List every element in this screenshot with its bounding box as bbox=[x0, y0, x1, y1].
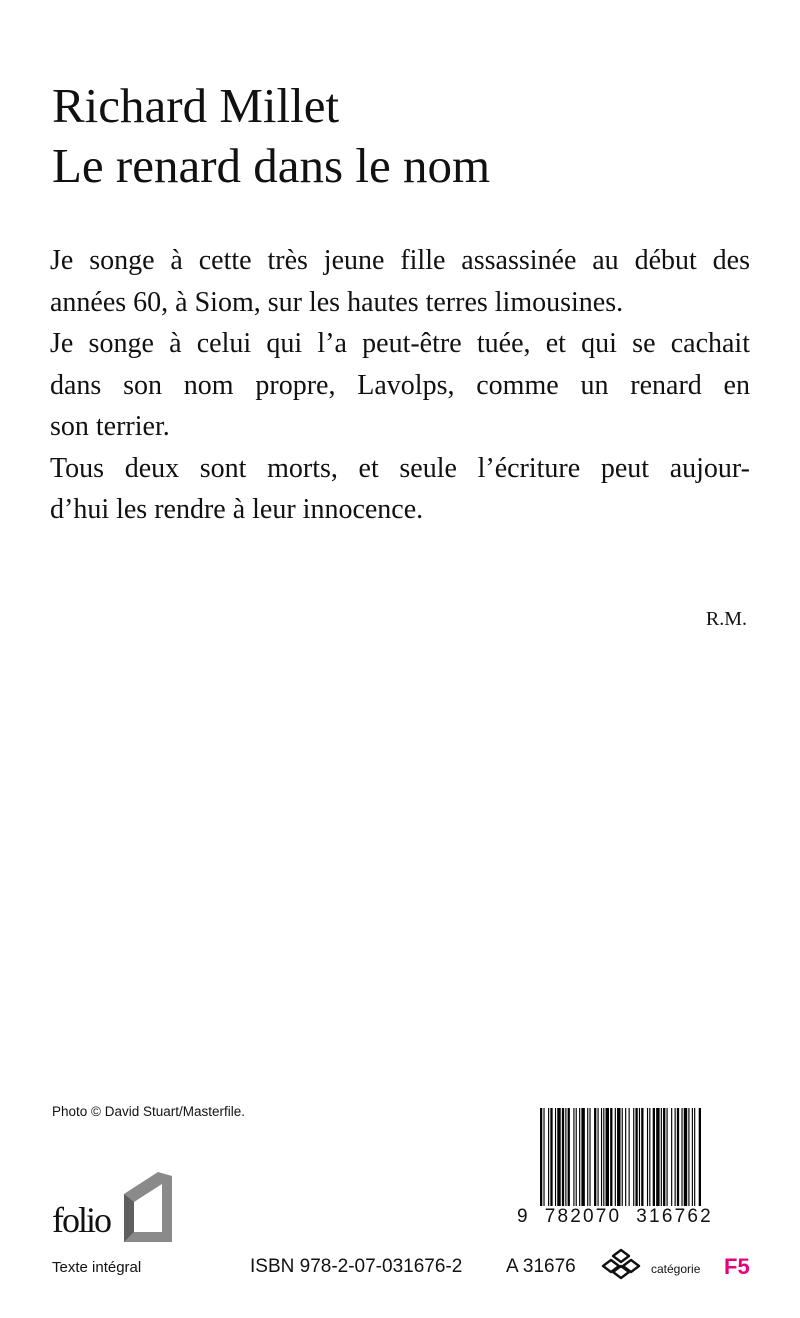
barcode-bar bbox=[550, 1108, 552, 1206]
barcode-bar bbox=[699, 1108, 701, 1206]
blurb-line: Tous deux sont morts, et seule l’écriture peut aujour- bbox=[50, 452, 750, 484]
barcode-bar bbox=[615, 1108, 616, 1206]
barcode-bar bbox=[635, 1108, 637, 1206]
barcode-bar bbox=[688, 1108, 689, 1206]
barcode-bar bbox=[555, 1108, 556, 1206]
barcode-icon bbox=[540, 1108, 752, 1206]
barcode-bar bbox=[565, 1108, 566, 1206]
photo-credit: Photo © David Stuart/Masterfile. bbox=[52, 1104, 246, 1119]
blurb-line: années 60, à Siom, sur les hautes terres limousines. bbox=[50, 286, 624, 318]
book-title: Le renard dans le nom bbox=[52, 138, 491, 193]
barcode-bar bbox=[557, 1108, 560, 1206]
barcode-bar bbox=[667, 1108, 668, 1206]
folio-mark-icon bbox=[120, 1172, 172, 1242]
barcode-bar bbox=[692, 1108, 693, 1206]
blurb-line: d’hui les rendre à leur innocence. bbox=[50, 494, 424, 525]
barcode-bar bbox=[622, 1108, 623, 1206]
blurb-line: son terrier. bbox=[50, 411, 170, 442]
barcode-bar bbox=[606, 1108, 609, 1206]
barcode-bar bbox=[543, 1108, 544, 1206]
folio-logo-icon bbox=[52, 1172, 177, 1242]
gallimard-emblem-icon bbox=[600, 1247, 642, 1281]
barcode-bar bbox=[633, 1108, 634, 1206]
barcode-bar bbox=[589, 1108, 590, 1206]
barcode-bar bbox=[649, 1108, 650, 1206]
texte-integral-label: Texte intégral bbox=[52, 1259, 142, 1276]
barcode-bar bbox=[603, 1108, 604, 1206]
barcode-bar bbox=[573, 1108, 574, 1206]
category-value: F5 bbox=[724, 1254, 750, 1279]
barcode-bar bbox=[694, 1108, 695, 1206]
barcode-bar bbox=[540, 1108, 542, 1206]
barcode-bar bbox=[641, 1108, 643, 1206]
barcode-bar bbox=[677, 1108, 679, 1206]
barcode-bar bbox=[653, 1108, 655, 1206]
barcode-bar bbox=[576, 1108, 577, 1206]
barcode-bar bbox=[587, 1108, 588, 1206]
barcode-bar bbox=[625, 1108, 626, 1206]
barcode-bar bbox=[681, 1108, 682, 1206]
barcode-digits: 9 782070 316762 bbox=[517, 1206, 713, 1227]
blurb-line: Je songe à cette très jeune fille assassinée au début des bbox=[50, 245, 750, 276]
barcode-bar bbox=[617, 1108, 620, 1206]
barcode-bar bbox=[671, 1108, 672, 1206]
barcode-bar bbox=[639, 1108, 640, 1206]
blurb-line: Je songe à celui qui l’a peut-être tuée, et qui se cachait bbox=[50, 328, 750, 359]
barcode-bar bbox=[601, 1108, 602, 1206]
category-label: catégorie bbox=[651, 1262, 701, 1276]
article-number: A 31676 bbox=[506, 1256, 576, 1277]
barcode-bar bbox=[598, 1108, 599, 1206]
folio-logo-text: folio bbox=[52, 1200, 110, 1240]
blurb-line: dans son nom propre, Lavolps, comme un renard en bbox=[50, 369, 750, 401]
barcode-bar bbox=[562, 1108, 564, 1206]
barcode-bar bbox=[594, 1108, 596, 1206]
barcode-bar bbox=[579, 1108, 580, 1206]
barcode-bar bbox=[647, 1108, 648, 1206]
isbn-number: ISBN 978-2-07-031676-2 bbox=[250, 1256, 463, 1277]
barcode-bar bbox=[629, 1108, 630, 1206]
barcode-bar bbox=[656, 1108, 659, 1206]
barcode-bar bbox=[548, 1108, 549, 1206]
barcode-bar bbox=[581, 1108, 584, 1206]
barcode-bar bbox=[568, 1108, 570, 1206]
barcode-bar bbox=[610, 1108, 612, 1206]
barcode-bar bbox=[663, 1108, 665, 1206]
barcode-bar bbox=[684, 1108, 687, 1206]
signature: R.M. bbox=[705, 608, 747, 630]
barcode-bar bbox=[675, 1108, 676, 1206]
author-name: Richard Millet bbox=[52, 78, 340, 133]
blurb bbox=[50, 240, 750, 531]
barcode-bar bbox=[661, 1108, 662, 1206]
